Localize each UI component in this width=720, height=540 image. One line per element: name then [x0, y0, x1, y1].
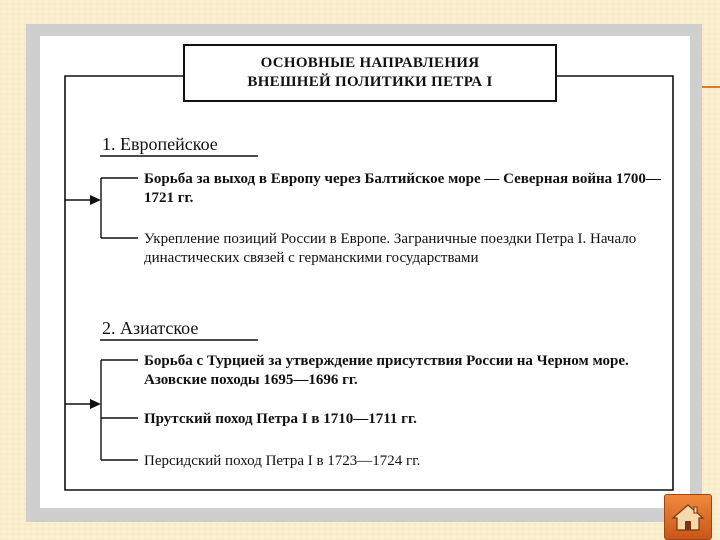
europe-item-1: Борьба за выход в Европу через Балтийское море — Северная война 1700—1721 гг.	[144, 171, 661, 206]
title-line-1: ОСНОВНЫЕ НАПРАВЛЕНИЯ	[260, 55, 480, 71]
asia-item-3: Персидский поход Петра I в 1723—1724 гг.	[144, 453, 421, 469]
asia-item-2: Прутский поход Петра I в 1710—1711 гг.	[144, 411, 417, 427]
diagram-title	[183, 44, 557, 102]
home-button[interactable]	[664, 494, 712, 540]
section-heading-europe: 1. Европейское	[102, 134, 218, 154]
arrowhead-asia	[90, 399, 101, 409]
home-icon	[671, 502, 705, 532]
europe-item-2: Укрепление позиций России в Европе. Заграничные поездки Петра I. Начало династических связей с германскими государствами	[144, 231, 637, 266]
section-heading-asia: 2. Азиатское	[102, 318, 199, 338]
arrowhead-europe	[90, 195, 101, 205]
title-line-2: ВНЕШНЕЙ ПОЛИТИКИ ПЕТРА I	[247, 74, 493, 90]
asia-item-1: Борьба с Турцией за утверждение присутствия России на Черном море. Азовские походы 1695—1696 гг.	[144, 353, 629, 388]
